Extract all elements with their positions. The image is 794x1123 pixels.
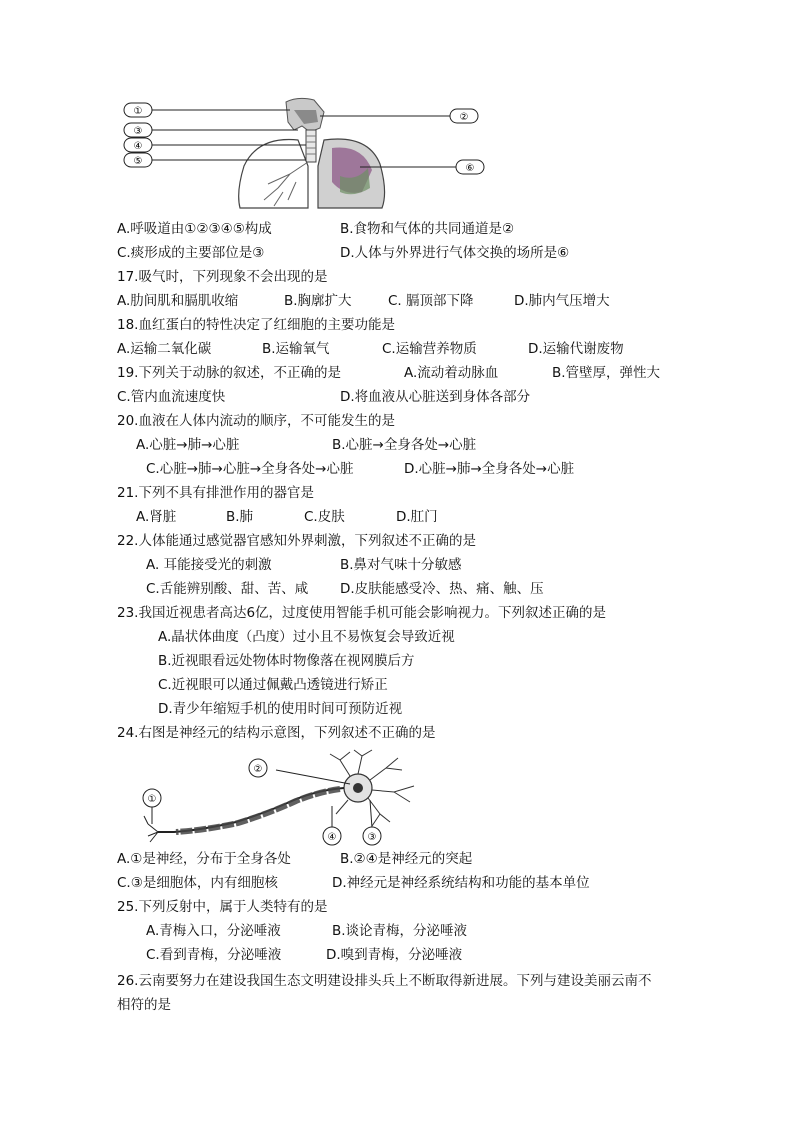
q22-option-d: D.皮肤能感受冷、热、痛、触、压 xyxy=(340,581,544,597)
q24-stem: 24.右图是神经元的结构示意图，下列叙述不正确的是 xyxy=(117,725,436,741)
q24-option-c: C.③是细胞体，内有细胞核 xyxy=(117,875,278,891)
q21-option-d: D.肛门 xyxy=(396,509,438,525)
q20-option-c: C.心脏→肺→心脏→全身各处→心脏 xyxy=(146,461,354,477)
q24-option-b: B.②④是神经元的突起 xyxy=(340,851,473,867)
q19-stem: 19.下列关于动脉的叙述，不正确的是 xyxy=(117,365,341,381)
q20-option-b: B.心脏→全身各处→心脏 xyxy=(332,437,477,453)
q23-option-a: A.晶状体曲度（凸度）过小且不易恢复会导致近视 xyxy=(158,629,455,645)
q18-option-b: B.运输氧气 xyxy=(262,341,330,357)
q25-option-d: D.嗅到青梅，分泌唾液 xyxy=(326,947,463,963)
q18-option-d: D.运输代谢废物 xyxy=(528,341,624,357)
q19-option-a: A.流动着动脉血 xyxy=(404,365,499,381)
q25-stem: 25.下列反射中，属于人类特有的是 xyxy=(117,899,328,915)
q21-option-a: A.肾脏 xyxy=(136,509,177,525)
q22-option-b: B.鼻对气味十分敏感 xyxy=(340,557,462,573)
q25-option-b: B.谈论青梅，分泌唾液 xyxy=(332,923,468,939)
q21-option-b: B.肺 xyxy=(226,509,254,525)
q16-option-d: D.人体与外界进行气体交换的场所是⑥ xyxy=(340,245,570,261)
q21-stem: 21.下列不具有排泄作用的器官是 xyxy=(117,485,314,501)
q26-stem-line2: 相符的是 xyxy=(117,997,171,1013)
neuron-marker-3: ③ xyxy=(367,832,377,843)
lung-marker-6: ⑥ xyxy=(465,163,475,174)
q18-option-a: A.运输二氧化碳 xyxy=(117,341,212,357)
q20-stem: 20.血液在人体内流动的顺序，不可能发生的是 xyxy=(117,413,395,429)
q25-option-c: C.看到青梅，分泌唾液 xyxy=(146,947,282,963)
q17-option-d: D.肺内气压增大 xyxy=(514,293,610,309)
q17-option-c: C. 膈顶部下降 xyxy=(388,293,474,309)
neuron-marker-4: ④ xyxy=(327,832,337,843)
q22-option-a: A. 耳能接受光的刺激 xyxy=(146,557,272,573)
q17-option-a: A.肋间肌和膈肌收缩 xyxy=(117,293,239,309)
respiratory-system-figure xyxy=(118,96,490,212)
q24-option-d: D.神经元是神经系统结构和功能的基本单位 xyxy=(332,875,590,891)
q22-option-c: C.舌能辨别酸、甜、苦、咸 xyxy=(146,581,309,597)
q19-option-c: C.管内血流速度快 xyxy=(117,389,226,405)
lung-marker-5: ⑤ xyxy=(133,156,143,167)
neuron-marker-1: ① xyxy=(147,794,157,805)
q26-stem-line1: 26.云南要努力在建设我国生态文明建设排头兵上不断取得新进展。下列与建设美丽云南不 xyxy=(117,973,652,989)
q17-option-b: B.胸廓扩大 xyxy=(284,293,352,309)
lung-marker-1: ① xyxy=(133,106,143,117)
q16-option-b: B.食物和气体的共同通道是② xyxy=(340,221,515,237)
q23-option-c: C.近视眼可以通过佩戴凸透镜进行矫正 xyxy=(158,677,388,693)
q19-option-b: B.管壁厚，弹性大 xyxy=(552,365,661,381)
lung-marker-3: ③ xyxy=(133,126,143,137)
q20-option-d: D.心脏→肺→全身各处→心脏 xyxy=(404,461,575,477)
q22-stem: 22.人体能通过感觉器官感知外界刺激，下列叙述不正确的是 xyxy=(117,533,476,549)
lung-marker-2: ② xyxy=(459,112,469,123)
lung-marker-4: ④ xyxy=(133,141,143,152)
q17-stem: 17.吸气时，下列现象不会出现的是 xyxy=(117,269,328,285)
q18-stem: 18.血红蛋白的特性决定了红细胞的主要功能是 xyxy=(117,317,395,333)
q16-option-c: C.痰形成的主要部位是③ xyxy=(117,245,265,261)
neuron-figure xyxy=(118,748,442,846)
q23-option-d: D.青少年缩短手机的使用时间可预防近视 xyxy=(158,701,403,717)
q23-option-b: B.近视眼看远处物体时物像落在视网膜后方 xyxy=(158,653,415,669)
q20-option-a: A.心脏→肺→心脏 xyxy=(136,437,240,453)
q23-stem: 23.我国近视患者高达6亿，过度使用智能手机可能会影响视力。下列叙述正确的是 xyxy=(117,605,607,621)
q19-option-d: D.将血液从心脏送到身体各部分 xyxy=(340,389,531,405)
q24-option-a: A.①是神经，分布于全身各处 xyxy=(117,851,291,867)
q18-option-c: C.运输营养物质 xyxy=(382,341,477,357)
q16-option-a: A.呼吸道由①②③④⑤构成 xyxy=(117,221,272,237)
q21-option-c: C.皮肤 xyxy=(304,509,345,525)
neuron-marker-2: ② xyxy=(253,764,263,775)
q25-option-a: A.青梅入口，分泌唾液 xyxy=(146,923,281,939)
